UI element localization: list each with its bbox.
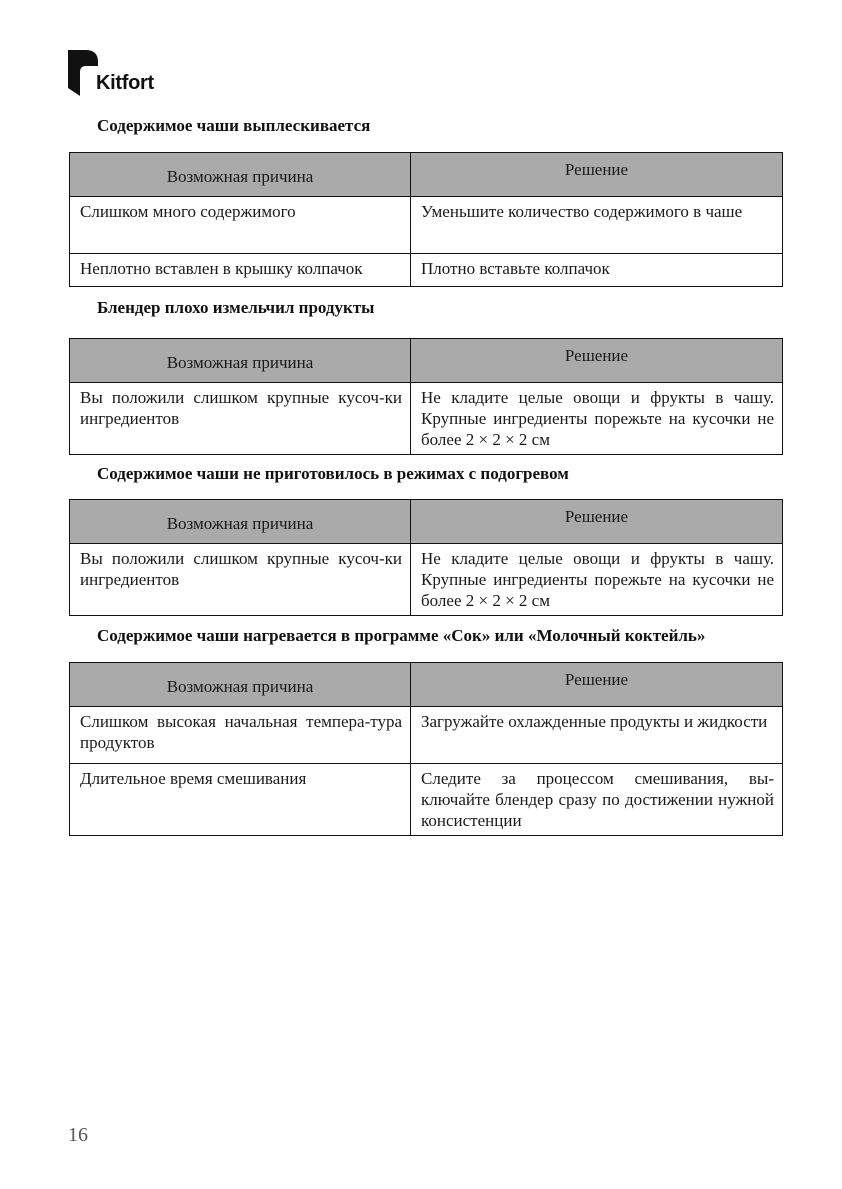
- cause-cell: Вы положили слишком крупные кусоч-ки ингредиентов: [70, 544, 411, 616]
- table-header-row: [70, 339, 783, 383]
- cause-cell: Слишком много содержимого: [70, 197, 411, 254]
- column-header-solution: Решение: [411, 153, 783, 197]
- troubleshooting-table-overflow: [69, 152, 783, 287]
- cause-cell: Неплотно вставлен в крышку колпачок: [70, 254, 411, 287]
- section-title-overflow: Содержимое чаши выплескивается: [97, 116, 371, 135]
- troubleshooting-table-not-cooked: [69, 499, 783, 616]
- column-header-cause: Возможная причина: [70, 500, 411, 544]
- table-header-row: [70, 153, 783, 197]
- kitfort-logo-icon: [68, 50, 98, 96]
- column-header-solution: Решение: [411, 663, 783, 707]
- solution-cell: Не кладите целые овощи и фрукты в чашу. Крупные ингредиенты порежьте на кусочки не более 2 × 2 × 2 см: [411, 544, 783, 616]
- troubleshooting-table-poor-grinding: [69, 338, 783, 455]
- column-header-cause: Возможная причина: [70, 339, 411, 383]
- column-header-solution: Решение: [411, 500, 783, 544]
- troubleshooting-table-heating: [69, 662, 783, 836]
- column-header-cause: Возможная причина: [70, 663, 411, 707]
- solution-cell: Плотно вставьте колпачок: [411, 254, 783, 287]
- table-row: [70, 383, 783, 455]
- table-row: [70, 197, 783, 254]
- section-title-not-cooked: Содержимое чаши не приготовилось в режимах с подогревом: [97, 464, 569, 483]
- table-row: [70, 707, 783, 764]
- cause-cell: Слишком высокая начальная темпера-тура продуктов: [70, 707, 411, 764]
- solution-cell: Следите за процессом смешивания, вы-ключайте блендер сразу по достижении нужной консистенции: [411, 764, 783, 836]
- table-row: [70, 764, 783, 836]
- solution-cell: Не кладите целые овощи и фрукты в чашу. Крупные ингредиенты порежьте на кусочки не более 2 × 2 × 2 см: [411, 383, 783, 455]
- cause-cell: Длительное время смешивания: [70, 764, 411, 836]
- table-row: [70, 254, 783, 287]
- cause-cell: Вы положили слишком крупные кусоч-ки ингредиентов: [70, 383, 411, 455]
- table-header-row: [70, 500, 783, 544]
- table-row: [70, 544, 783, 616]
- solution-cell: Уменьшите количество содержимого в чаше: [411, 197, 783, 254]
- section-title-poor-grinding: Блендер плохо измельчил продукты: [97, 298, 375, 317]
- page-number: 16: [68, 1124, 88, 1146]
- brand-name: Kitfort: [96, 72, 154, 94]
- column-header-cause: Возможная причина: [70, 153, 411, 197]
- solution-cell: Загружайте охлажденные продукты и жидкости: [411, 707, 783, 764]
- column-header-solution: Решение: [411, 339, 783, 383]
- table-header-row: [70, 663, 783, 707]
- kitfort-logo: [68, 50, 178, 100]
- section-title-heating: Содержимое чаши нагревается в программе «Сок» или «Молочный коктейль»: [97, 626, 706, 645]
